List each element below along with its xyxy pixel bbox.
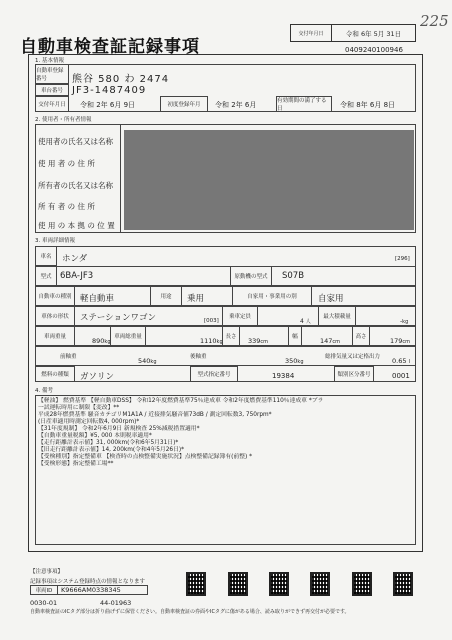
vehicle-kind: 軽自動車 (80, 294, 115, 304)
front-axle-label: 前軸重 (60, 354, 77, 360)
displacement-unit: l (408, 359, 410, 365)
remark-line: 平成28年燃費基準 騒音カテゴリM1A1A / 近接排気騒音値73dB / 測定回転数3, 750rpm* (38, 412, 272, 418)
front-axle (138, 357, 157, 365)
displacement (392, 357, 410, 365)
rear-axle-unit: kg (297, 359, 304, 365)
section-basic: 1. 基本情報 (35, 58, 64, 64)
expiry-label: 有効期間の満了する日 (276, 96, 332, 112)
qr-code (393, 572, 413, 596)
type-number: 19384 (272, 372, 295, 380)
kind-label: 自動車の種別 (35, 286, 75, 306)
section-remarks: 4. 備考 (35, 388, 53, 394)
remark-line: 【旧走行距離計表示値】14, 200km(令和4年5月26日)* (38, 447, 185, 453)
model: 6BA-JF3 (60, 271, 94, 281)
first-reg-label: 交付年月日 (35, 96, 69, 112)
issue-date-label: 交付年月日 (291, 25, 332, 41)
owner-name-label: 所有者の氏名又は名称 (38, 181, 113, 190)
vehicle-use: 乗用 (187, 294, 205, 304)
weight-value: 890 (92, 337, 105, 345)
weight-unit: kg (104, 339, 111, 345)
remark-line: (日産車適用時測定回転数4, 000rpm)* (38, 419, 140, 425)
handwritten-number: 225 (420, 12, 449, 30)
code-mid: 44-01963 (100, 599, 132, 607)
max-load-unit: kg (402, 319, 409, 325)
gross-value: 1110 (200, 337, 217, 345)
max-load-value: - (400, 318, 403, 325)
width (320, 337, 340, 345)
body-code: [003] (204, 318, 219, 324)
car-name-label: 車名 (35, 246, 57, 266)
owner-address-label: 所 有 者 の 住 所 (38, 202, 95, 211)
first-year-label: 初度登録年月 (160, 96, 208, 112)
remarks-text (38, 398, 323, 468)
rear-axle-value: 350 (285, 357, 298, 365)
displacement-label: 総排気量又は定格出力 (325, 354, 381, 360)
width-unit: cm (332, 339, 341, 345)
first-year: 令和 2年 6月 (215, 101, 257, 109)
car-name: ホンダ (62, 254, 88, 264)
section-vehicle: 3. 車両詳細情報 (35, 238, 75, 244)
engine-label: 原動機の型式 (230, 266, 272, 286)
car-name-code: [296] (395, 256, 410, 262)
system-id: K9666AM0338345 (61, 586, 121, 594)
document-number: 0409240100946 (345, 46, 403, 54)
gross-unit: kg (216, 339, 223, 345)
remark-line: 【31年度規制】 令和2年6月9日 新規検査 25%減税措置適用* (38, 426, 200, 432)
length-value: 339 (248, 337, 261, 345)
reg-no: 熊谷 580 わ 2474 (72, 74, 170, 85)
redacted-area (124, 130, 414, 230)
reg-no-label: 自動車登録番号 (35, 64, 69, 84)
max-load (400, 318, 408, 325)
fuel-type: ガソリン (80, 372, 115, 382)
page-title: 自動車検査証記録事項 (20, 37, 200, 57)
bottom-note: 自動車検査証のICタグ部分は折り曲げずに保管ください。自動車検査証の券面やICタグに傷がある場合、読み取りができず再交付が必要です。 (30, 609, 350, 615)
chassis-label: 車台番号 (35, 84, 69, 96)
remark-line: 【走行距離計表示値】31, 000km(令和6年5月31日)* (38, 440, 179, 446)
qr-code (228, 572, 248, 596)
private-label: 自家用・事業用の別 (232, 286, 312, 306)
type-no-label: 型式指定番号 (190, 366, 238, 382)
remark-line: 【軽油】 燃費基準 【軽自動車DSS】 令和12年度燃費基準75％達成車 令和2年度燃費基準110％達成車 *ブラ (38, 398, 324, 404)
remark-line: 【自動車重量税額】¥5, 000 本則税率適用* (38, 433, 152, 439)
user-address-label: 使 用 者 の 住 所 (38, 159, 95, 168)
code-left: 0030-01 (30, 599, 58, 607)
private-business: 自家用 (318, 294, 344, 304)
front-axle-unit: kg (150, 359, 157, 365)
qr-code (352, 572, 372, 596)
first-reg-date: 令和 2年 6月 9日 (80, 101, 136, 109)
remark-line: 【受検種別】指定整備車 【検査時の点検整備実施状況】点検整備記録簿有(前整) * (38, 454, 252, 460)
notice-text: 記録事項はシステム登録時点の情報となります (30, 579, 145, 585)
height-unit: cm (402, 339, 411, 345)
width-value: 147 (320, 337, 333, 345)
fuel-label: 燃料の種類 (35, 366, 75, 382)
height-label: 高さ (352, 326, 370, 346)
engine-model: S07B (282, 271, 305, 281)
class-number: 0001 (392, 372, 410, 380)
remark-line: 一試運転時用に制限【変改】** (38, 405, 120, 411)
max-load-label: 最大積載量 (318, 306, 356, 326)
capacity-value: 4 (300, 318, 304, 325)
qr-code (269, 572, 289, 596)
displacement-value: 0.65 (392, 357, 407, 365)
gross-label: 車両総重量 (110, 326, 146, 346)
length (248, 337, 268, 345)
qr-code (186, 572, 206, 596)
remark-line: 【受検形態】指定整備工場** (38, 461, 114, 467)
base-location-label: 使 用 の 本 拠 の 位 置 (38, 221, 115, 230)
body-label: 車体の形状 (35, 306, 75, 326)
height-value: 179 (390, 337, 403, 345)
rear-axle-label: 後軸重 (190, 354, 207, 360)
notice-label: 【注意事項】 (30, 569, 64, 575)
chassis-number: JF3-1487409 (72, 85, 147, 96)
gross (200, 337, 223, 345)
system-id-label: 車両ID (31, 586, 58, 594)
use-label: 用途 (150, 286, 182, 306)
class-no-label: 類別区分番号 (334, 366, 374, 382)
capacity (300, 318, 311, 325)
body-shape: ステーションワゴン (80, 313, 156, 323)
weight-label: 車両重量 (35, 326, 75, 346)
width-label: 幅 (288, 326, 302, 346)
weight (92, 337, 111, 345)
qr-code (310, 572, 330, 596)
capacity-unit: 人 (305, 319, 311, 325)
issue-date-box (290, 24, 416, 42)
length-unit: cm (260, 339, 269, 345)
expiry-date: 令和 8年 6月 8日 (340, 101, 396, 109)
length-label: 長さ (222, 326, 240, 346)
section-owner: 2. 使用者・所有者情報 (35, 117, 92, 123)
height (390, 337, 410, 345)
model-label: 型式 (35, 266, 57, 286)
issue-date: 令和 6年 5月 31日 (345, 29, 402, 38)
rear-axle (285, 357, 304, 365)
front-axle-value: 540 (138, 357, 151, 365)
system-id-box (30, 585, 148, 595)
capacity-label: 乗車定員 (222, 306, 258, 326)
user-name-label: 使用者の氏名又は名称 (38, 137, 113, 146)
